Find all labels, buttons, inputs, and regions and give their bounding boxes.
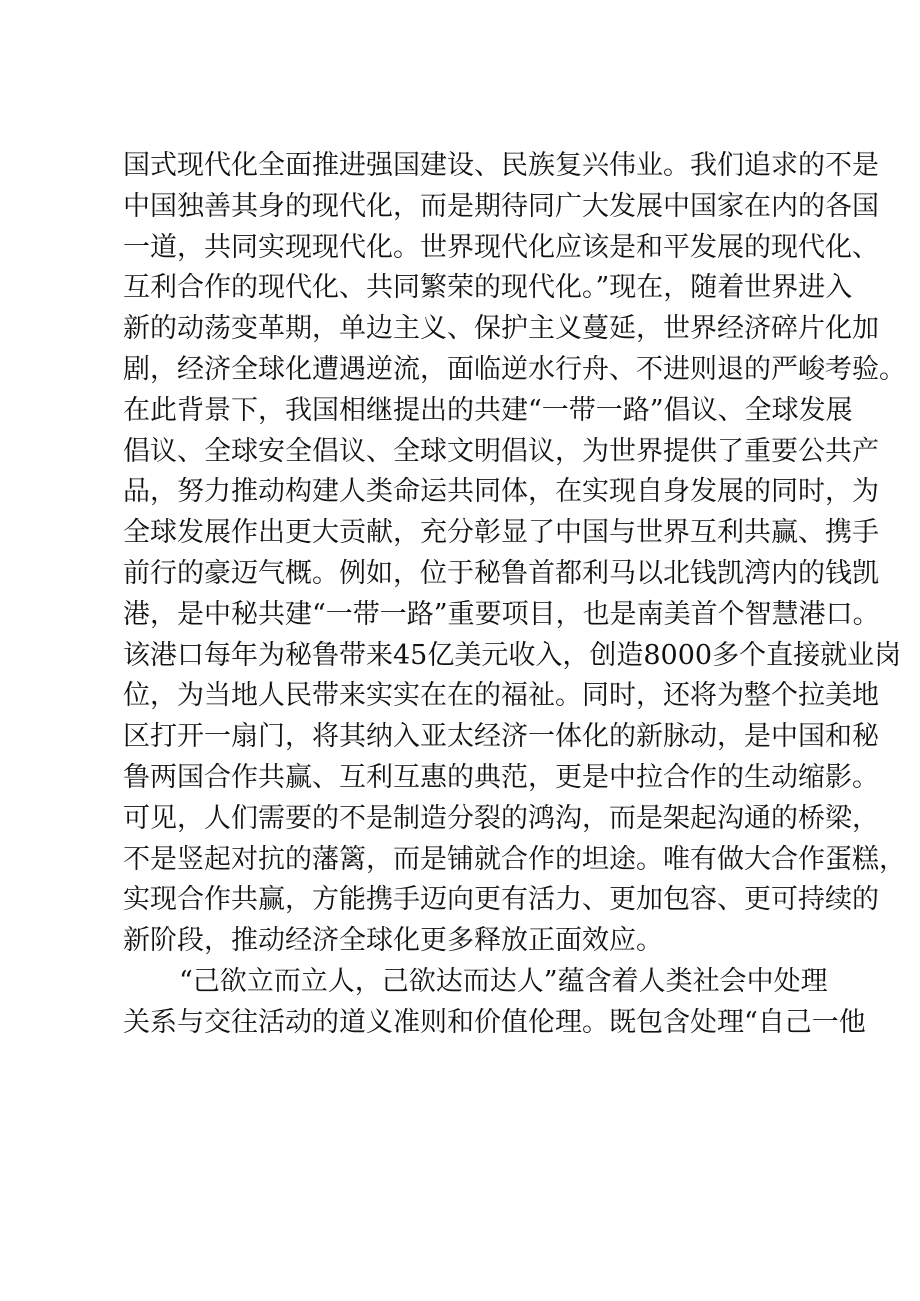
text-line: 港，是中秘共建“一带一路”重要项目，也是南美首个智慧港口。 [123, 598, 880, 630]
text-line: 全球发展作出更大贡献，充分彰显了中国与世界互利共赢、携手 [123, 517, 879, 549]
text-line: 一道，共同实现现代化。世界现代化应该是和平发展的现代化、 [123, 231, 879, 263]
text-line: 前行的豪迈气概。例如，位于秘鲁首都利马以北钱凯湾内的钱凯 [123, 557, 879, 589]
body-text [123, 146, 906, 1044]
text-line: “己欲立而立人，己欲达而达人”蕴含着人类社会中处理 [179, 965, 828, 997]
text-line: 互利合作的现代化、共同繁荣的现代化。”现在，随着世界进入 [123, 272, 853, 304]
text-line: 新的动荡变革期，单边主义、保护主义蔓延，世界经济碎片化加 [123, 313, 879, 345]
paragraph-2 [123, 962, 866, 1044]
text-line: 品，努力推动构建人类命运共同体，在实现自身发展的同时，为 [123, 476, 879, 508]
paragraph-1 [123, 146, 906, 962]
text-line: 该港口每年为秘鲁带来45亿美元收入，创造8000多个直接就业岗 [123, 639, 902, 671]
text-line: 不是竖起对抗的藩篱，而是铺就合作的坦途。唯有做大合作蛋糕， [123, 843, 906, 875]
text-line: 关系与交往活动的道义准则和价值伦理。既包含处理“自己一他 [123, 1006, 866, 1038]
text-line: 剧，经济全球化遭遇逆流，面临逆水行舟、不进则退的严峻考验。 [123, 353, 906, 385]
text-line: 实现合作共赢，方能携手迈向更有活力、更加包容、更可持续的 [123, 884, 879, 916]
text-line: 中国独善其身的现代化，而是期待同广大发展中国家在内的各国 [123, 190, 879, 222]
text-line: 倡议、全球安全倡议、全球文明倡议，为世界提供了重要公共产 [123, 435, 879, 467]
text-line: 区打开一扇门，将其纳入亚太经济一体化的新脉动，是中国和秘 [123, 721, 879, 753]
text-line: 位，为当地人民带来实实在在的福祉。同时，还将为整个拉美地 [123, 680, 879, 712]
text-line: 鲁两国合作共赢、互利互惠的典范，更是中拉合作的生动缩影。 [123, 761, 879, 793]
text-line: 国式现代化全面推进强国建设、民族复兴伟业。我们追求的不是 [123, 150, 879, 181]
text-line: 可见，人们需要的不是制造分裂的鸿沟，而是架起沟通的桥梁， [123, 802, 879, 834]
text-line: 在此背景下，我国相继提出的共建“一带一路”倡议、全球发展 [123, 394, 853, 426]
text-line: 新阶段，推动经济全球化更多释放正面效应。 [123, 925, 663, 957]
